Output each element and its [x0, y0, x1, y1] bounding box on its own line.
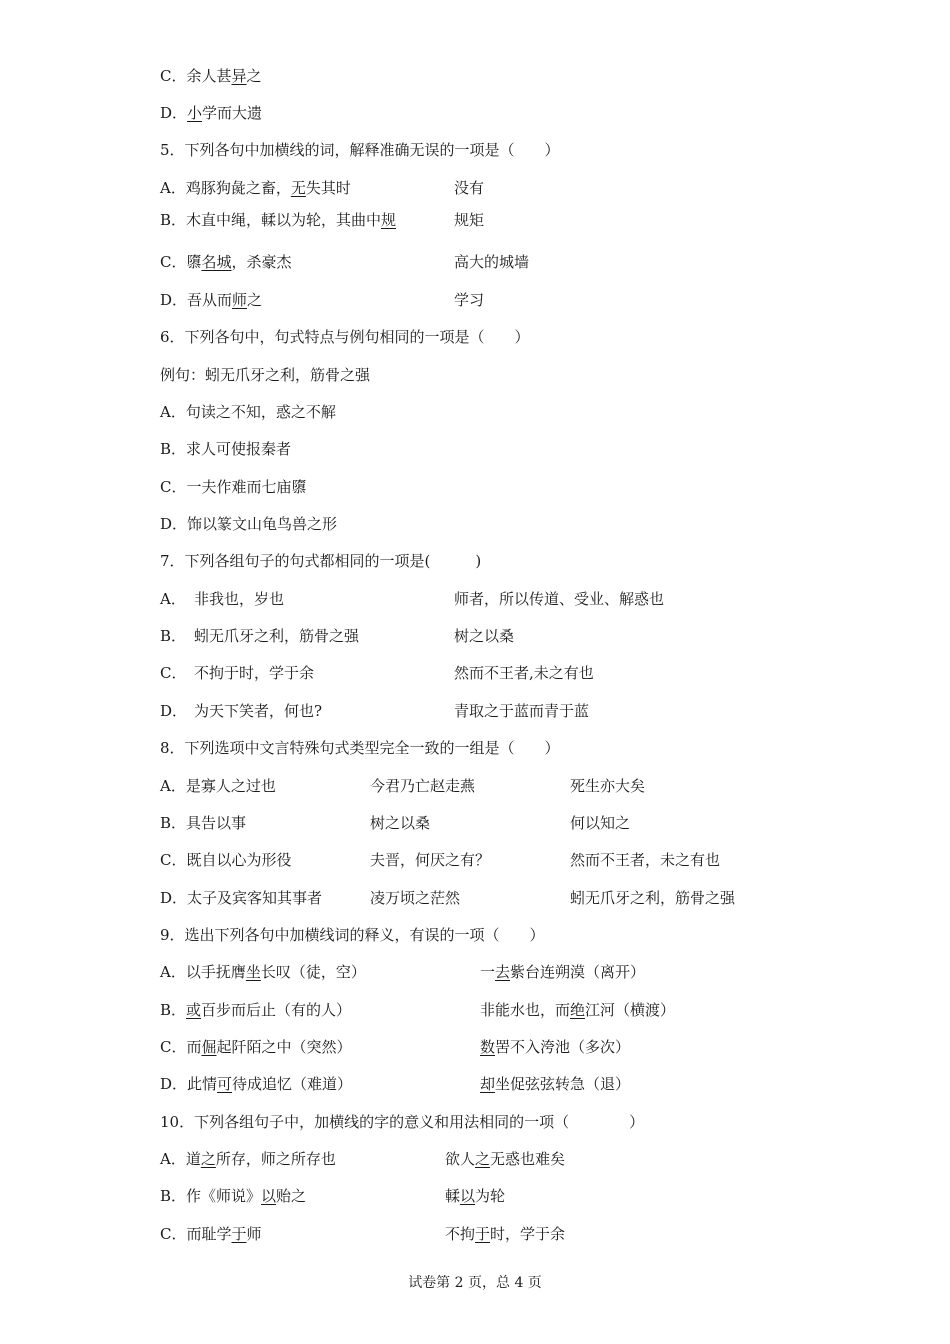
q6-stem: 6．下列各句中，句式特点与例句相同的一项是（ ）	[160, 328, 530, 346]
q9-stem: 9．选出下列各句中加横线词的释义，有误的一项（ ）	[160, 926, 545, 944]
q7-option-d: D． 为天下笑者，何也? 青取之于蓝而青于蓝	[160, 702, 590, 720]
q9-option-c: C．而倔起阡陌之中（突然） 数罟不入洿池（多次）	[160, 1038, 631, 1056]
q9-option-b: B．或百步而后止（有的人） 非能水也，而绝江河（横渡）	[160, 1001, 676, 1019]
q9-option-a: A．以手抚膺坐长叹（徒，空） 一去紫台连朔漠（离开）	[160, 963, 646, 981]
q7-option-b: B． 蚓无爪牙之利，筋骨之强 树之以桑	[160, 627, 515, 645]
q10-stem: 10．下列各组句子中，加横线的字的意义和用法相同的一项（ ）	[160, 1113, 645, 1131]
q8-option-a: A．是寡人之过也 今君乃亡赵走燕 死生亦大矣	[160, 777, 646, 795]
q10-option-b: B．作《师说》以贻之 輮以为轮	[160, 1187, 506, 1205]
q5-b-answer: 规矩	[454, 211, 485, 229]
q8-option-b: B．具告以事 树之以桑 何以知之	[160, 814, 631, 832]
q8-stem: 8．下列选项中文言特殊句式类型完全一致的一组是（ ）	[160, 739, 560, 757]
q5-option-a: A．鸡豚狗彘之畜，无失其时 没有	[160, 179, 485, 197]
q6-option-b: B．求人可使报秦者	[160, 440, 292, 458]
q5-option-b: B．木直中绳，輮以为轮，其曲中规 规矩	[160, 211, 485, 229]
q5-option-d: D．吾从而师之 学习	[160, 291, 485, 309]
q7-stem: 7．下列各组句子的句式都相同的一项是( )	[160, 552, 482, 570]
q5-a-answer: 没有	[454, 179, 485, 197]
q5-stem: 5．下列各句中加横线的词，解释准确无误的一项是（ ）	[160, 141, 560, 159]
q6-option-d: D．饰以篆文山龟鸟兽之形	[160, 515, 338, 533]
q6-option-a: A．句读之不知，惑之不解	[160, 403, 336, 421]
q7-option-a: A． 非我也，岁也 师者，所以传道、受业、解惑也	[160, 590, 665, 608]
q6-option-c: C．一夫作难而七庙隳	[160, 478, 307, 496]
page-footer: 试卷第 2 页，总 4 页	[408, 1275, 542, 1291]
q10-option-c: C．而耻学于师 不拘于时，学于余	[160, 1225, 566, 1243]
q6-example: 例句：蚓无爪牙之利，筋骨之强	[160, 366, 371, 384]
q5-d-answer: 学习	[454, 291, 485, 309]
q7-option-c: C． 不拘于时，学于余 然而不王者,未之有也	[160, 664, 594, 682]
q8-option-c: C．既自以心为形役 夫晋，何厌之有？ 然而不王者，未之有也	[160, 851, 721, 869]
q5-option-c: C．隳名城，杀豪杰 高大的城墙	[160, 253, 530, 271]
q9-option-d: D．此情可待成追忆（难道） 却坐促弦弦转急（退）	[160, 1075, 631, 1093]
q4-option-c: C．余人甚异之	[160, 67, 262, 85]
q8-option-d: D．太子及宾客知其事者 凌万顷之茫然 蚓无爪牙之利，筋骨之强	[160, 889, 736, 907]
q5-c-answer: 高大的城墙	[454, 253, 530, 271]
q10-option-a: A．道之所存，师之所存也 欲人之无惑也难矣	[160, 1150, 566, 1168]
q4-option-d: D．小学而大遗	[160, 104, 263, 122]
